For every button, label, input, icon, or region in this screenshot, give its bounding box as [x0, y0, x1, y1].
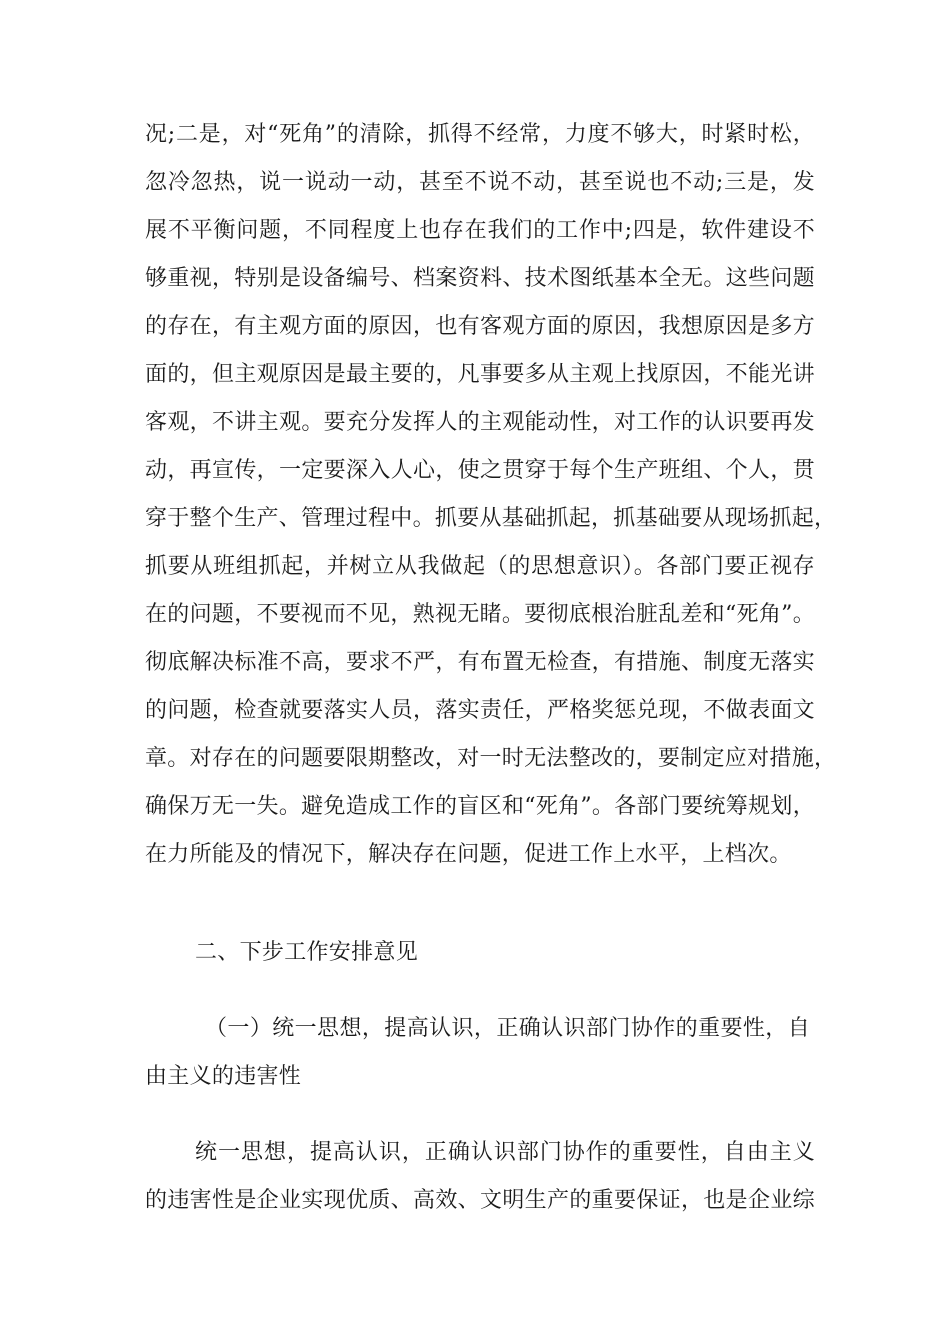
paragraph-line: 彻底解决标准不高，要求不严，有布置无检查，有措施、制度无落实 [145, 650, 815, 675]
paragraph-line: 在力所能及的情况下，解决存在问题，促进工作上水平，上档次。 [145, 842, 792, 867]
paragraph-line: 忽冷忽热，说一说动一动，甚至不说不动，甚至说也不动;三是，发 [145, 170, 815, 195]
subheading-line: （一）统一思想，提高认识，正确认识部门协作的重要性，自 [205, 1016, 810, 1041]
paragraph-line: 穿于整个生产、管理过程中。抓要从基础抓起，抓基础要从现场抓起， [145, 506, 837, 531]
section-heading: 二、下步工作安排意见 [195, 940, 419, 965]
paragraph-line: 动，再宣传，一定要深入人心，使之贯穿于每个生产班组、个人，贯 [145, 458, 815, 483]
paragraph-line: 客观，不讲主观。要充分发挥人的主观能动性，对工作的认识要再发 [145, 410, 815, 435]
paragraph-line: 在的问题，不要视而不见，熟视无睹。要彻底根治脏乱差和“死角”。 [145, 602, 815, 627]
paragraph-line: 况;二是，对“死角”的清除，抓得不经常，力度不够大，时紧时松， [145, 122, 815, 147]
paragraph-line: 章。对存在的问题要限期整改，对一时无法整改的，要制定应对措施， [145, 746, 837, 771]
paragraph-line: 确保万无一失。避免造成工作的盲区和“死角”。各部门要统筹规划， [145, 794, 815, 819]
subheading-line: 由主义的违害性 [145, 1064, 302, 1089]
paragraph-line: 的违害性是企业实现优质、高效、文明生产的重要保证，也是企业综 [145, 1188, 815, 1213]
paragraph-line: 够重视，特别是设备编号、档案资料、技术图纸基本全无。这些问题 [145, 266, 815, 291]
paragraph-line: 的存在，有主观方面的原因，也有客观方面的原因，我想原因是多方 [145, 314, 815, 339]
paragraph-line: 统一思想，提高认识，正确认识部门协作的重要性，自由主义 [195, 1140, 815, 1165]
paragraph-line: 抓要从班组抓起，并树立从我做起（的思想意识）。各部门要正视存 [145, 554, 815, 579]
paragraph-line: 展不平衡问题，不同程度上也存在我们的工作中;四是，软件建设不 [145, 218, 815, 243]
paragraph-line: 面的，但主观原因是最主要的，凡事要多从主观上找原因，不能光讲 [145, 362, 815, 387]
paragraph-line: 的问题，检查就要落实人员，落实责任，严格奖惩兑现，不做表面文 [145, 698, 815, 723]
